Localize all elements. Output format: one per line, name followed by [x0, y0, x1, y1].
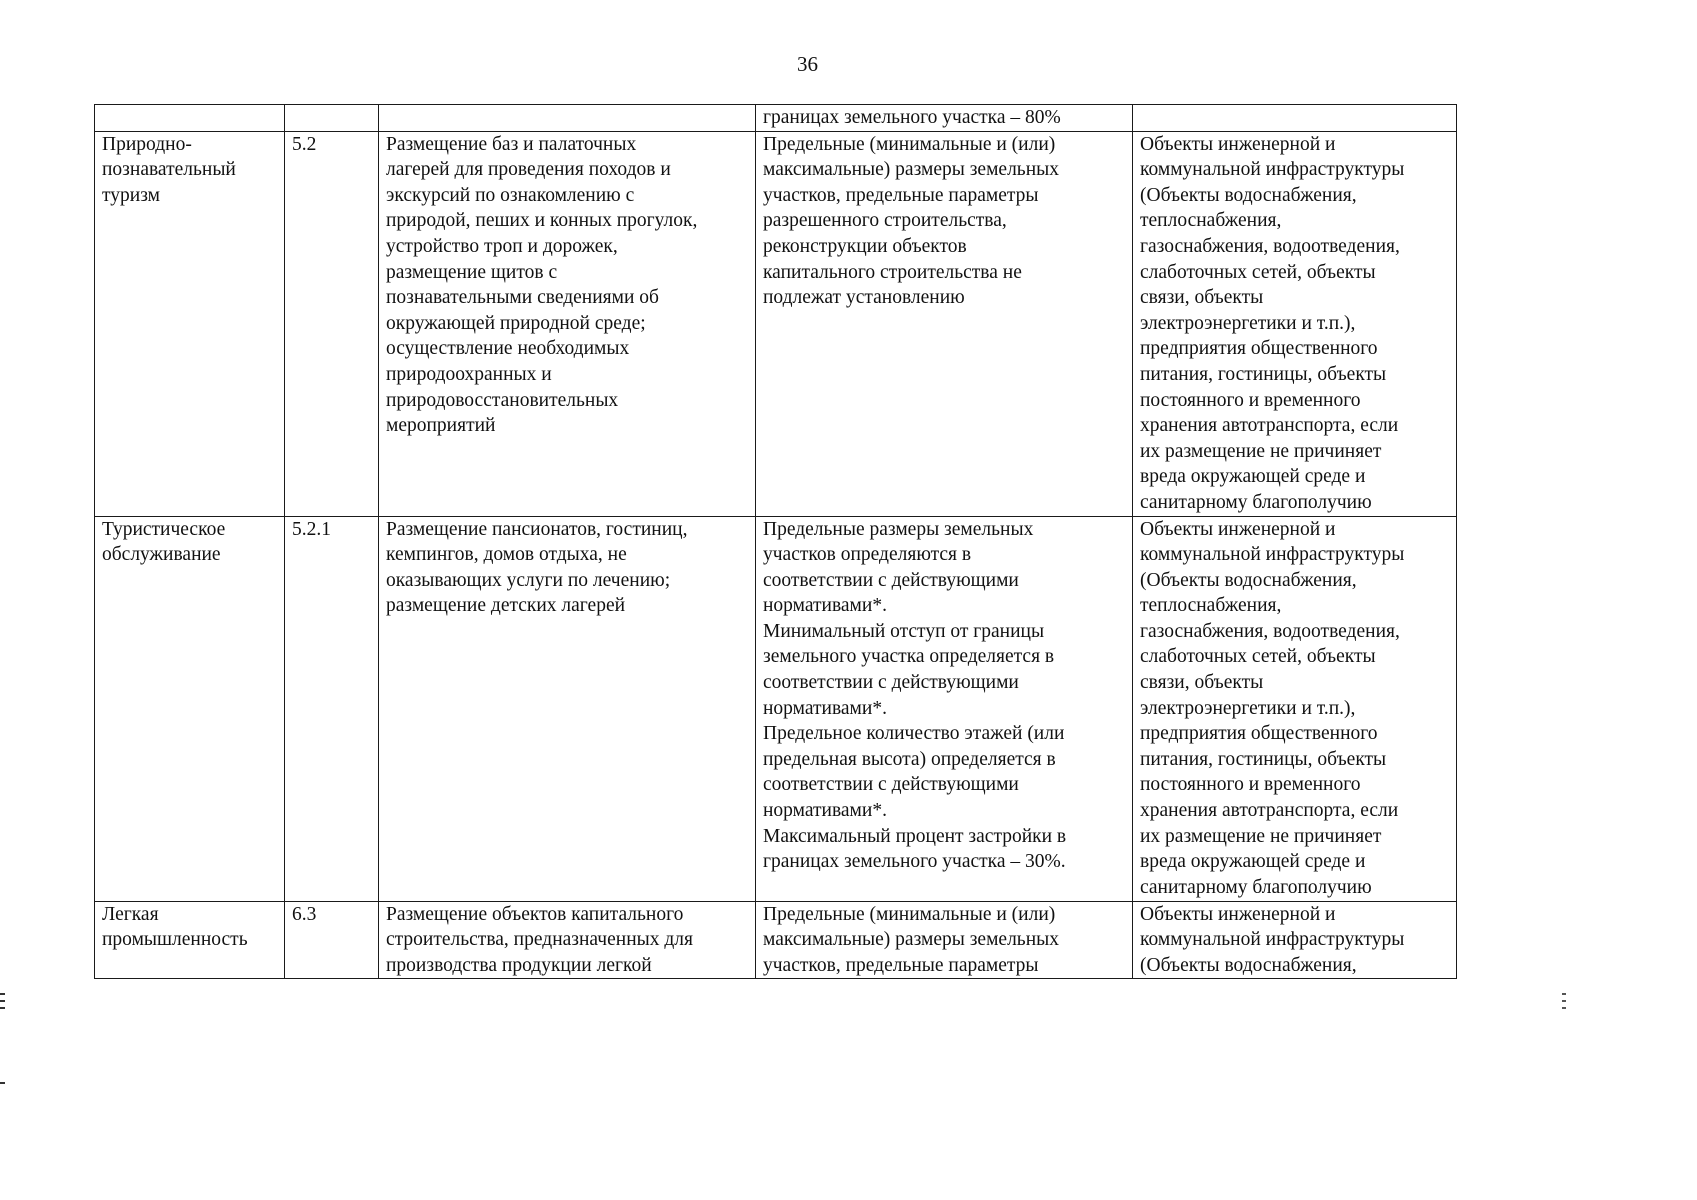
table-cell-code: 5.2	[285, 131, 379, 516]
table-cell-auxiliary: Объекты инженерной и коммунальной инфраструктуры (Объекты водоснабжения,	[1133, 901, 1457, 979]
land-use-table	[94, 104, 1457, 979]
table-cell-name: Легкая промышленность	[95, 901, 285, 979]
table-cell	[285, 105, 379, 132]
table-cell-code: 6.3	[285, 901, 379, 979]
table-row	[95, 516, 1457, 901]
table-cell-auxiliary: Объекты инженерной и коммунальной инфраструктуры (Объекты водоснабжения, теплоснабжения, газоснабжения, водоотведения, слаботочных сетей, объекты связи, объекты электроэнергетики и т.п.), предприятия общественного питания, гостиницы, объекты постоянного и временного хранения автотранспорта, если их размещение не причиняет вреда окружающей среде и санитарному благополучию	[1133, 131, 1457, 516]
table-cell-parameters: Предельные (минимальные и (или) максимальные) размеры земельных участков, предельные параметры разрешенного строительства, реконструкции объектов капитального строительства не подлежат установлению	[756, 131, 1133, 516]
margin-mark	[0, 1082, 5, 1084]
table-cell-parameters: Предельные размеры земельных участков определяются в соответствии с действующими нормативами*. Минимальный отступ от границы земельного участка определяется в соответствии с действующими нормативами*. Предельное количество этажей (или предельная высота) определяется в соответствии с действующими нормативами*. Максимальный процент застройки в границах земельного участка – 30%.	[756, 516, 1133, 901]
table-cell-auxiliary: Объекты инженерной и коммунальной инфраструктуры (Объекты водоснабжения, теплоснабжения, газоснабжения, водоотведения, слаботочных сетей, объекты связи, объекты электроэнергетики и т.п.), предприятия общественного питания, гостиницы, объекты постоянного и временного хранения автотранспорта, если их размещение не причиняет вреда окружающей среде и санитарному благополучию	[1133, 516, 1457, 901]
table-row	[95, 901, 1457, 979]
table-row	[95, 131, 1457, 516]
table-cell	[379, 105, 756, 132]
table-cell-code: 5.2.1	[285, 516, 379, 901]
margin-mark	[0, 1007, 5, 1009]
table-cell-parameters: границах земельного участка – 80%	[756, 105, 1133, 132]
table-cell-description: Размещение объектов капитального строительства, предназначенных для производства продукции легкой	[379, 901, 756, 979]
table-cell-parameters: Предельные (минимальные и (или) максимальные) размеры земельных участков, предельные параметры	[756, 901, 1133, 979]
margin-mark	[0, 1000, 5, 1002]
margin-mark	[1562, 1000, 1566, 1002]
margin-mark	[1562, 1007, 1566, 1009]
table-cell-name: Туристическое обслуживание	[95, 516, 285, 901]
table-cell	[95, 105, 285, 132]
table-cell-description: Размещение баз и палаточных лагерей для проведения походов и экскурсий по ознакомлению с природой, пеших и конных прогулок, устройство троп и дорожек, размещение щитов с познавательными сведениями об окружающей природной среде; осуществление необходимых природоохранных и природовосстановительных мероприятий	[379, 131, 756, 516]
table-cell-name: Природно- познавательный туризм	[95, 131, 285, 516]
table-cell	[1133, 105, 1457, 132]
margin-mark	[0, 993, 5, 995]
table-row	[95, 105, 1457, 132]
margin-mark	[1562, 993, 1566, 995]
page-number: 36	[797, 52, 818, 76]
table-cell-description: Размещение пансионатов, гостиниц, кемпингов, домов отдыха, не оказывающих услуги по лечению; размещение детских лагерей	[379, 516, 756, 901]
